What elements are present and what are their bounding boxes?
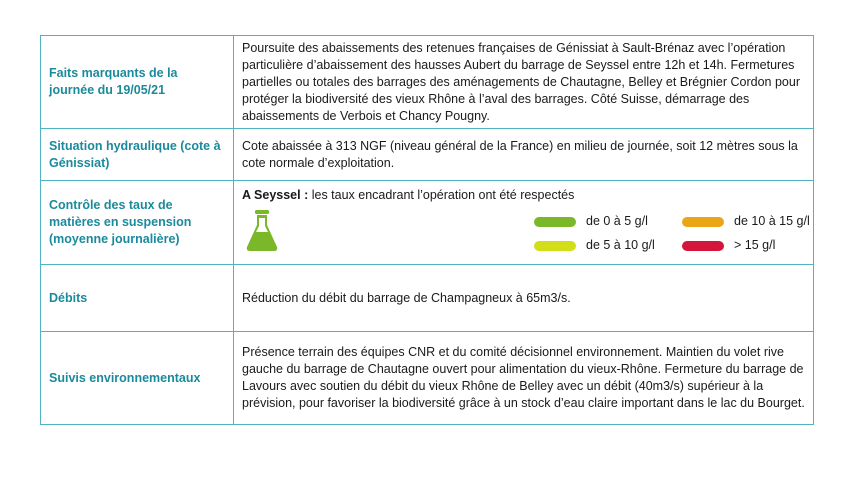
row-suivis-environnementaux [41,332,814,425]
row-label-controle-mes: Contrôle des taux de matières en suspension (moyenne journalière) [41,181,234,265]
legend-swatch-green [534,217,576,227]
seyssel-status-text [242,187,805,204]
seyssel-description: les taux encadrant l’opération ont été respectés [308,188,575,202]
legend-label-0-5: de 0 à 5 g/l [586,214,648,228]
legend-label-10-15: de 10 à 15 g/l [734,214,810,228]
flask-icon [246,210,278,252]
row-content-debits: Réduction du débit du barrage de Champagneux à 65m3/s. [234,265,814,332]
row-content-situation-hydraulique: Cote abaissée à 313 NGF (niveau général de la France) en milieu de journée, soit 12 mètres sous la cote normale d’exploitation. [234,129,814,181]
seyssel-label: A Seyssel : [242,188,309,202]
row-label-debits: Débits [41,265,234,332]
legend-item-0-5 [534,213,648,230]
row-content-controle-mes [234,181,814,265]
row-situation-hydraulique [41,129,814,181]
row-faits-marquants [41,36,814,129]
legend-item-10-15 [682,213,810,230]
legend-item-5-10 [534,237,655,254]
legend-label-5-10: de 5 à 10 g/l [586,238,655,252]
row-content-suivis-environnementaux: Présence terrain des équipes CNR et du comité décisionnel environnement. Maintien du volet rive gauche du barrage de Chautagne ouvert pour alimentation du vieux-Rhône. Fermeture du barrage de Lavours avec soutien du débit du vieux Rhône de Belley avec un débit (40m3/s) supérieur à la prévision, pour favoriser la biodiversité grâce à un stock d’eau claire important dans le lac du Bourget. [234,332,814,425]
row-controle-mes [41,181,814,265]
row-debits [41,265,814,332]
daily-report-table [40,35,814,425]
row-label-faits-marquants: Faits marquants de la journée du 19/05/21 [41,36,234,129]
legend-swatch-red [682,241,724,251]
row-content-faits-marquants: Poursuite des abaissements des retenues françaises de Génissiat à Sault-Brénaz avec l’opération particulière d’abaissement des hausses Aubert du barrage de Seyssel entre 12h et 14h. Fermetures partielles ou totales des barrages des aménagements de Chautagne, Belley et Brégnier Cordon pour protéger la biodiversité des vieux Rhône à l’aval des barrages. Côté Suisse, démarrage des abaissements de Verbois et Chancy Pougny. [234,36,814,129]
row-label-suivis-environnementaux: Suivis environnementaux [41,332,234,425]
legend-item-over-15 [682,237,775,254]
row-label-situation-hydraulique: Situation hydraulique (cote à Génissiat) [41,129,234,181]
legend-swatch-yellow [534,241,576,251]
legend-label-over-15: > 15 g/l [734,238,776,252]
legend-swatch-orange [682,217,724,227]
